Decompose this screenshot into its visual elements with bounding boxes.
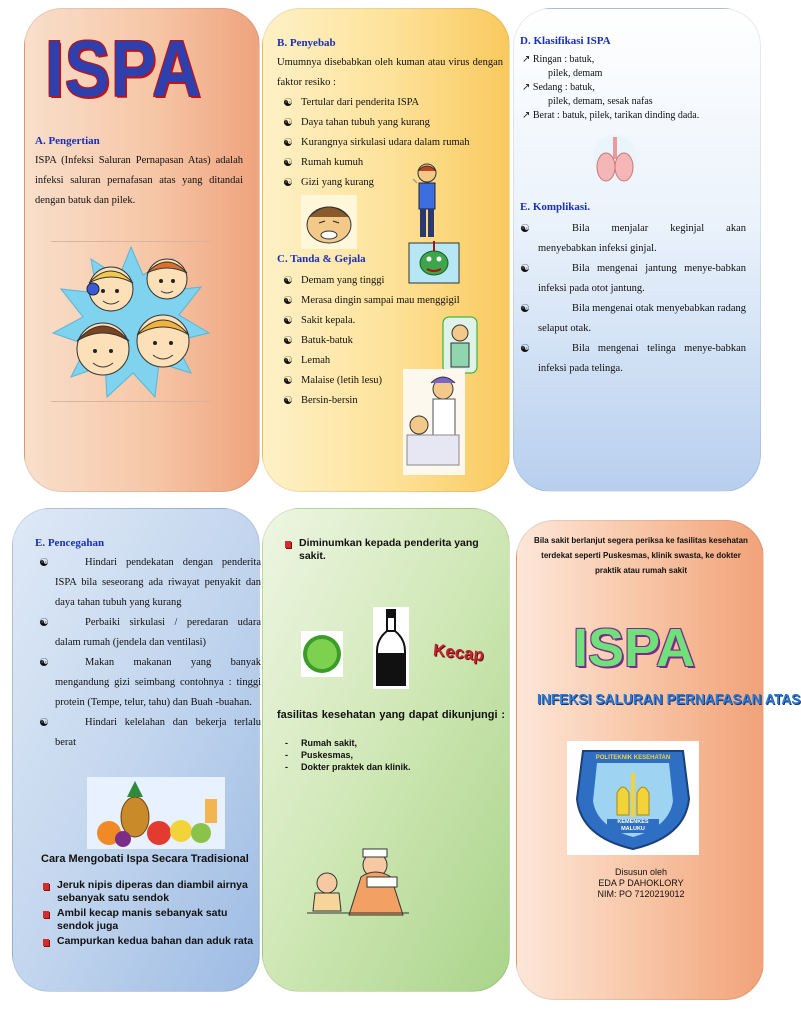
list-item: Diminumkan kepada penderita yang sakit.	[283, 537, 503, 562]
list-item: Campurkan kedua bahan dan aduk rata	[41, 935, 257, 948]
arrow-icon: ↗	[522, 82, 531, 93]
list-item: ☯ Bersin-bersin	[283, 395, 358, 407]
komplikasi-list	[518, 219, 746, 379]
panel-penyebab-gejala	[262, 8, 510, 492]
author-nim: NIM: PO 7120219012	[597, 889, 685, 899]
panel-minum-fasilitas	[262, 508, 510, 992]
author-name: EDA P DAHOKLORY	[598, 878, 684, 888]
cover-subtitle: INFEKSI SALURAN PERNAFASAN ATAS	[537, 691, 801, 708]
author-block	[533, 867, 749, 900]
pencegahan-list	[37, 553, 261, 753]
minum-list	[283, 537, 503, 562]
list-item: - Rumah sakit,	[285, 738, 358, 748]
penyebab-heading: B. Penyebab	[277, 37, 336, 49]
author-label: Disusun oleh	[614, 867, 668, 877]
panel-klasifikasi-komplikasi	[513, 8, 761, 492]
gejala-heading: C. Tanda & Gejala	[277, 253, 366, 265]
sneezing-face-illustration	[301, 195, 357, 249]
sick-person-illustration	[443, 317, 477, 373]
list-item: ☯ Demam yang tinggi	[283, 275, 385, 287]
notice-text: Bila sakit berlanjut segera periksa ke fasilitas kesehatan terdekat seperti Puskesmas, klinik swasta, ke dokter praktik atau rumah sakit	[534, 536, 748, 575]
fasilitas-heading: fasilitas kesehatan yang dapat dikunjungi :	[277, 709, 505, 721]
list-item: ☯ Daya tahan tubuh yang kurang	[283, 117, 430, 129]
list-item: ☯ Tertular dari penderita ISPA	[283, 97, 420, 109]
kecap-label: Kecap	[432, 640, 485, 665]
nurse-patient-illustration	[403, 369, 465, 475]
nurse-child-illustration	[305, 847, 409, 917]
list-item: ☯ Merasa dingin sampai mau menggigil	[283, 295, 460, 307]
panel-pencegahan	[12, 508, 260, 992]
soy-sauce-bottle-illustration	[373, 607, 409, 689]
list-item: ☯ Bila menjalar keginjal akan menyebabkan infeksi ginjal.	[520, 223, 746, 254]
list-item: ☯ Hindari kelelahan dan bekerja terlalu berat	[39, 717, 261, 748]
list-item: ☯ Gizi yang kurang	[283, 177, 374, 189]
arrow-icon: ↗	[522, 54, 531, 65]
lungs-illustration	[592, 133, 638, 189]
komplikasi-heading: E. Komplikasi.	[520, 201, 590, 213]
list-item: ☯ Kurangnya sirkulasi udara dalam rumah	[283, 137, 470, 149]
list-item: - Puskesmas,	[285, 750, 354, 760]
penyebab-list	[281, 93, 509, 193]
ispa-title: ISPA	[45, 24, 203, 113]
list-item: ☯ Bila mengenai otak menyebabkan radang selaput otak.	[520, 303, 746, 334]
lime-illustration	[301, 631, 343, 677]
tradisional-list	[41, 879, 257, 951]
arrow-icon: ↗	[522, 110, 531, 121]
list-item: ☯ Hindari pendekatan dengan penderita ISPA bila seseorang ada riwayat penyakit dan daya tahan tubuh yang kurang	[39, 557, 261, 608]
pencegahan-heading: E. Pencegahan	[35, 537, 105, 549]
logo-top-text: POLITEKNIK KESEHATAN	[595, 755, 671, 761]
list-item: Ambil kecap manis sebanyak satu sendok juga	[41, 907, 257, 932]
list-item: ☯ Batuk-batuk	[283, 335, 353, 347]
list-item: ☯ Sakit kepala.	[283, 315, 356, 327]
list-item: ☯ Malaise (letih lesu)	[283, 375, 383, 387]
klasifikasi-heading: D. Klasifikasi ISPA	[520, 35, 611, 47]
cover-ispa-title: ISPA	[573, 618, 696, 678]
logo-bottom-text: KEMENKES MALUKU	[617, 819, 649, 832]
fruits-illustration	[87, 777, 225, 849]
penyebab-intro: Umumnya disebabkan oleh kuman atau virus dengan faktor resiko :	[277, 57, 503, 88]
klasifikasi-list: ↗ Ringan : batuk, pilek, demam ↗ Sedang : batuk, pilek, demam, sesak nafas ↗ Berat : batuk, pilek, tarikan dinding dada.	[522, 54, 700, 121]
list-item: ☯ Lemah	[283, 355, 331, 367]
list-item: ☯ Bila mengenai jantung menye-babkan infeksi pada otot jantung.	[520, 263, 746, 294]
children-illustration	[51, 245, 211, 401]
coughing-man-illustration	[409, 161, 445, 243]
list-item: ☯ Rumah kumuh	[283, 157, 364, 169]
panel-cover	[516, 520, 801, 1000]
list-item: Jeruk nipis diperas dan diambil airnya sebanyak satu sendok	[41, 879, 257, 904]
list-item: ☯ Perbaiki sirkulasi / peredaran udara dalam rumah (jendela dan ventilasi)	[39, 617, 261, 648]
list-item: ☯ Makan makanan yang banyak mengandung gizi seimbang contohnya : tinggi protein (Tempe, telur, tahu) dan Buah -buahan.	[39, 657, 261, 708]
list-item: - Dokter praktek dan klinik.	[285, 762, 411, 772]
poltekkes-logo	[567, 741, 699, 855]
list-item: ☯ Bila mengenai telinga menye-babkan infeksi pada telinga.	[520, 343, 746, 374]
pengertian-heading: A. Pengertian	[35, 135, 100, 147]
pengertian-text: ISPA (Infeksi Saluran Pernapasan Atas) adalah infeksi saluran pernafasan atas yang ditandai dengan batuk dan pilek.	[35, 155, 243, 206]
fasilitas-list	[283, 737, 483, 773]
tradisional-heading: Cara Mengobati Ispa Secara Tradisional	[41, 853, 249, 865]
panel-pengertian	[24, 8, 260, 492]
